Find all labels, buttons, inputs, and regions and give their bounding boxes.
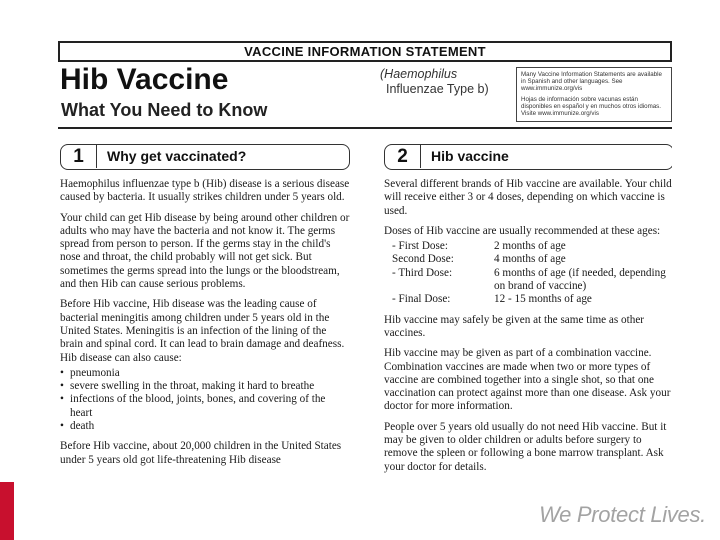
dose-row	[384, 267, 672, 294]
red-corner-accent	[0, 482, 14, 540]
section-body	[384, 178, 672, 474]
dose-age: 2 months of age	[494, 240, 566, 253]
header-divider	[58, 127, 672, 129]
paragraph: Haemophilus influenzae type b (Hib) disease is a serious disease caused by bacteria. It usually strikes children under 5 years old.	[60, 178, 350, 204]
dose-name: - First Dose:	[392, 240, 448, 253]
dose-row	[384, 293, 672, 306]
dose-age: 12 - 15 months of age	[494, 293, 592, 306]
language-note-spanish: Hojas de información sobre vacunas están disponibles en español y en muchos otros idiomas. Visite www.immunize.org/vis	[521, 95, 661, 118]
section-why-vaccinate	[60, 144, 350, 474]
section-hib-vaccine	[384, 144, 672, 481]
page-subtitle: What You Need to Know	[61, 100, 268, 120]
section-heading	[384, 144, 672, 170]
section-title: Hib vaccine	[431, 148, 509, 164]
dose-name: - Final Dose:	[392, 293, 451, 306]
paragraph: Several different brands of Hib vaccine are available. Your child will receive either 3 or 4 doses, depending on which vaccine is used.	[384, 178, 672, 217]
language-note-box	[516, 67, 672, 122]
dose-age: 6 months of age (if needed, depending on brand of vaccine)	[494, 266, 666, 293]
section-number: 2	[385, 145, 421, 168]
paragraph: Hib vaccine may safely be given at the same time as other vaccines.	[384, 313, 645, 339]
paragraph: Before Hib vaccine, about 20,000 children in the United States under 5 years old got life-threatening Hib disease	[60, 440, 342, 466]
paragraph: Doses of Hib vaccine are usually recommended at these ages:	[384, 224, 661, 237]
vaccine-information-statement	[58, 41, 672, 486]
list-item: • death	[60, 420, 350, 433]
complications-list	[60, 367, 350, 433]
dose-row	[384, 253, 672, 266]
scientific-name-line2: Influenzae Type b)	[386, 82, 489, 96]
scientific-name	[380, 67, 489, 97]
dose-age: 4 months of age	[494, 253, 566, 266]
paragraph: People over 5 years old usually do not need Hib vaccine. But it may be given to older children or adults before surgery to remove the spleen or following a bone marrow transplant. Ask your doctor for details.	[384, 420, 667, 473]
section-title: Why get vaccinated?	[107, 148, 247, 164]
dose-name: - Third Dose:	[392, 266, 453, 279]
dose-name: Second Dose:	[392, 253, 454, 266]
list-item: • severe swelling in the throat, making it hard to breathe	[60, 380, 350, 393]
footer-tagline: We Protect Lives.	[539, 502, 706, 527]
list-item: • pneumonia	[60, 367, 350, 380]
section-body	[60, 178, 350, 467]
section-number: 1	[61, 145, 97, 168]
list-item: • infections of the blood, joints, bones, and covering of the heart	[60, 393, 350, 420]
page-title: Hib Vaccine	[60, 63, 229, 96]
scientific-name-line1: (Haemophilus	[380, 67, 458, 81]
dose-schedule	[384, 240, 672, 306]
paragraph: Your child can get Hib disease by being around other children or adults who may have the bacteria and not know it. The germs spread from person to person. If the germs stay in the child's nose and throat, the child probably will not get sick. But sometimes the germs spread into the lungs or the bloodstream, and then Hib can cause serious problems.	[60, 211, 350, 291]
statement-label: VACCINE INFORMATION STATEMENT	[58, 41, 672, 62]
language-note-english: Many Vaccine Information Statements are available in Spanish and other languages. See www.immunize.org/vis	[521, 71, 662, 93]
paragraph: Hib vaccine may be given as part of a combination vaccine. Combination vaccines are made when two or more types of vaccine are combined together into a single shot, so that one vaccination can protect against more than one disease. Ask your doctor for more information.	[384, 347, 671, 413]
dose-row	[384, 240, 672, 253]
section-heading	[60, 144, 350, 170]
paragraph: Before Hib vaccine, Hib disease was the leading cause of bacterial meningitis among children under 5 years old in the United States. Meningitis is an infection of the lining of the brain and spinal cord. It can lead to brain damage and deafness. Hib disease can also cause:	[60, 298, 345, 364]
